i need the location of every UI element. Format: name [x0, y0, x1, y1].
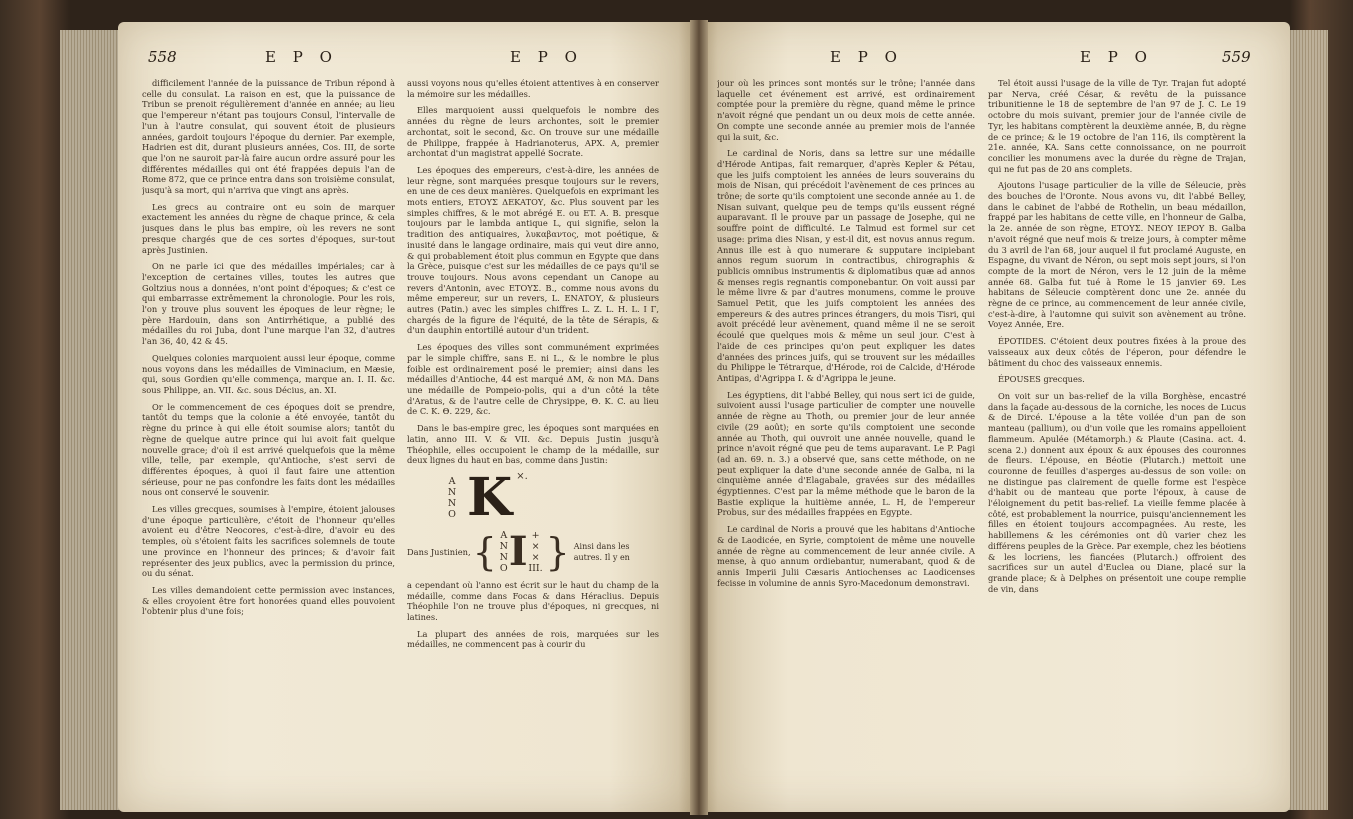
coin-letter: O — [499, 562, 508, 574]
coin-letter: O — [448, 508, 456, 520]
coin-side-text — [574, 541, 630, 563]
paragraph: Ajoutons l'usage particulier de la ville de Séleucie, près des bouches de l'Oronte. Nous avons vu, dit l'abbé Belley, dans le cabinet de l'abbé de Rothelin, un beau médaillon, frappé par les habitans de cette ville, en l'honneur de Galba, la 2e. année de son règne, ETOΥΣ. NEOΥ IEPOΥ B. Galba n'avoit régné que neuf mois & treize jours, à compter même du 3 avril de l'an 68, jour auquel il fut proclamé Auguste, en Espagne, du vivant de Néron, ou sept mois sept jours, si l'on compte de la mort de Néron, vers le 12 juin de la même année 68. Galba fut tué à Rome le 15 janvier 69. Les habitans de Séleucie comptèrent donc une 2e. année du règne de ce prince, au commencement de leur année civile, c'est-à-dire, à l'automne qui suivit son avènement au trône. Voyez Année, Ere. — [988, 180, 1246, 330]
text-column-2 — [407, 78, 659, 798]
paragraph: ÉPOTIDES. C'étoient deux poutres fixées à la proue des vaisseaux aux deux côtés de l'éperon, pour défendre le bâtiment du choc des vaisseaux ennemis. — [988, 336, 1246, 368]
coin-letter: A — [448, 475, 456, 487]
paragraph: Les villes grecques, soumises à l'empire, étoient jalouses d'une époque particulière, c'étoit de l'honneur qu'elles avoient eu d'être Neocores, c'est-à-dire, d'avoir eu des temples, où s'étoient faits les sacrifices solemnels de toute une province en l'honneur des princes; & d'avoir fait représenter des jeux publics, avec la permission du prince, ou du sénat. — [142, 504, 395, 579]
paragraph: Le cardinal de Noris a prouvé que les habitans d'Antioche & de Laodicée, en Syrie, comptoient de même une nouvelle année de règne au commencement de leur année civile. A mense, à quo annum ordiebantur, numerabant, quod & de annis Imperii Julii Cæsaris Antiochenses ac Laodicenses fecisse in volumine de annis Syro-Macedonum demonstravi. — [717, 524, 975, 588]
paragraph: Dans le bas-empire grec, les époques sont marquées en latin, anno III. V. & VII. &c. Depuis Justin jusqu'à Théophile, elles occupoient le champ de la médaille, sur deux lignes du haut en bas, comme dans Justin: — [407, 423, 659, 466]
paragraph: Le cardinal de Noris, dans sa lettre sur une médaille d'Hérode Antipas, fait remarquer, d'après Kepler & Pétau, que les juifs comptoient les années de leurs souverains du mois de Nisan, qui précédoit l'avènement de ces princes au trône; de sorte qu'ils comptoient une seconde année au 1. de Nisan suivant, quelque peu de temps qu'ils eussent régné auparavant. Il le prouve par un passage de Josephe, qui ne souffre point de difficulté. Le Talmud est formel sur cet usage: prima dies Nisan, y est-il dit, est novus annus regum. Annus ille est à quo numerare & supputare incipiebant annos regum suorum in contractibus, chirographis & publicis omnibus instrumentis & diplomatibus quæ ad annos & menses regis regnantis componebantur. On voit aussi par le même livre & par d'autres monumens, comme le prouve Samuel Petit, que les juifs comptoient les années des empereurs & des autres princes étrangers, du mois Tisri, qui avoit précédé leur avènement, quand même il ne se seroit écoulé que quelques mois & même un seul jour. C'est à l'aide de ces principes qu'on peut expliquer les dates d'années des princes juifs, qui se trouvent sur les médailles du Philippe le Tétrarque, d'Hérode, roi de Calcide, d'Hérode Antipas, d'Agrippa I. & d'Agrippa le jeune. — [717, 148, 975, 383]
coin-letter: N — [447, 497, 457, 509]
coin-caption: Dans Justinien, — [407, 546, 471, 557]
side-text-line: autres. Il y en — [573, 552, 630, 562]
coin-letter: N — [447, 486, 457, 498]
coin-marks — [528, 530, 544, 574]
running-head-right-col1: E P O — [830, 48, 903, 66]
text-column-1 — [142, 78, 395, 798]
right-page-edges — [1288, 30, 1328, 810]
page-number-right: 559 — [1222, 48, 1251, 66]
coin-letter: N — [499, 540, 508, 552]
paragraph: Or le commencement de ces époques doit se prendre, tantôt du temps que la colonie a été envoyée, tantôt du règne du prince à qui elle étoit soumise alors; tantôt du règne de quelque autre prince qui lui avoit fait quelque nouvelle grace; d'où il est arrivé quelquefois que la même ville, telle, par exemple, qu'Antioche, s'est servi de différentes époques, à quoi il faut faire une attention sérieuse, pour ne pas confondre les faits dont les médailles nous ont conservé le souvenir. — [142, 401, 395, 498]
paragraph: Les époques des empereurs, c'est-à-dire, les années de leur règne, sont marquées presque toujours sur le revers, en une de ces deux manières. Quelquefois en exprimant les mots entiers, ETOΥΣ ΔEKATOΥ, &c. Plus souvent par les simples chiffres, & le mot abrégé E. ou ET. A. B. presque toujours par le lambda antique L, qui signifie, selon la tradition des antiquaires, λυκαβαντος, mot poétique, & inusité dans le langage ordinaire, mais qui veut dire anno, & qui probablement étoit plus commun en Egypte que dans la Grèce, puisque c'est sur les médailles de ce pays qu'il se trouve toujours. Nous avons cependant un Canope au revers d'Antonin, avec ETOΥΣ. B., comme nous avons du même empereur, sur un revers, L. ENATOΥ, & plusieurs autres (Patin.) avec les simples chiffres L. Z. L. H. L. I Γ, chargés de la figure de l'équité, de la tête de Sérapis, & d'un dauphin entortillé autour d'un trident. — [407, 164, 659, 336]
paragraph: difficilement l'année de la puissance de Tribun répond à celle du consulat. La raison en est, que la puissance de Tribun se prenoit régulièrement d'année en année; au lieu que l'empereur n'étant pas toujours Consul, l'intervalle de l'un à l'autre consulat, qui souvent étoit de plusieurs années, gardoit toujours l'époque du dernier. Par exemple, Hadrien est dit, durant plusieurs années, Cos. III, de sorte que l'on ne sauroit par-là faire aucun ordre assuré pour les différentes médailles qui ont été frappées depuis l'an de Rome 872, que ce prince entra dans son troisième consulat, jusqu'à sa mort, qui n'arriva que vingt ans après. — [142, 78, 395, 196]
text-column-3 — [717, 78, 975, 798]
paragraph: Les époques des villes sont communément exprimées par le simple chiffre, sans E. ni L., & le nombre le plus foible est ordinairement posé le premier; ainsi dans les médailles d'Antioche, 44 est marqué ΔM, & non MΔ. Dans une médaille de Pompeio-polis, qui a d'un côté la tête d'Aratus, & de l'autre celle de Chrysippe, Θ. K. C. au lieu de C. K. Θ. 229, &c. — [407, 342, 659, 417]
paragraph: jour où les princes sont montés sur le trône; l'année dans laquelle cet événement est arrivé, est ordinairement comptée pour la première du règne, quand même le prince n'avoit régné que pendant un ou deux mois de cette année. On compte une seconde année au premier mois de l'année qui la suit, &c. — [717, 78, 975, 142]
text-column-4 — [988, 78, 1246, 798]
running-head-left-col2: E P O — [510, 48, 583, 66]
paragraph: Quelques colonies marquoient aussi leur époque, comme nous voyons dans les médailles de Viminacium, en Mæsie, qui, sous Gordien qu'elle commença, marque an. I. II. &c. sous Philippe, an. VII. &c. sous Décius, an. XI. — [142, 352, 395, 395]
paragraph: On voit sur un bas-relief de la villa Borghèse, encastré dans la façade au-dessous de la corniche, les noces de Lucus & de Dircé. L'épouse a la tête voilée d'un pan de son manteau (pallium), ou d'un voile que les romains appelloient flammeum. Apulée (Métamorph.) & Plaute (Casina. act. 4. scena 2.) donnent aux époux & aux épouses des couronnes de fleurs. L'épouse, en Béotie (Plutarch.) mettoit une couronne de feuilles d'asperges au-dessus de son voile: on ne distingue pas clairement de quelle forme est l'espèce d'habit ou de manteau que porte l'époux, à cause de l'éloignement du petit bas-relief. La vieille femme placée à côté, est probablement la nourrice, puisqu'anciennement les filles en étoient toujours accompagnées. Au reste, les habillemens & les cérémonies ont dû varier chez les différens peuples de la Grèce. Par exemple, chez les béotiens & les locriens, les fiancées (Plutarch.) offroient des sacrifices sur un autel d'Euclea ou Diane, placé sur la grande place; & à Delphes on présentoit une coupe remplie de vin, dans — [988, 390, 1246, 594]
paragraph: a cependant où l'anno est écrit sur le haut du champ de la médaille, comme dans Focas & dans Héraclius. Depuis Théophile l'on ne trouve plus d'époques, ni grecques, ni latines. — [407, 579, 659, 623]
left-page-edges — [60, 30, 120, 810]
coin-mark: × — [531, 540, 540, 552]
paragraph: Les égyptiens, dit l'abbé Belley, qui nous sert ici de guide, suivoient aussi l'usage particulier de compter une nouvelle année de règne au Thoth, ou premier jour de leur année civile (29 août); en sorte qu'ils comptoient une seconde année au Thoth, qui ouvroit une année nouvelle, quand le prince n'avoit régné que peu de tems auparavant. Le P. Pagi (ad an. 69. n. 3.) a observé que, sans cette méthode, on ne peut expliquer la date d'une seconde année de Galba, ni la cinquième année d'Elagabale, gravées sur des médailles égyptiennes. C'est par la même méthode que le baron de la Bastie explique la huitième année, L. H, de l'empereur Probus, sur des médailles frappées en Egypte. — [717, 389, 975, 518]
coin-mark: III. — [528, 562, 543, 574]
running-head-left-col1: E P O — [265, 48, 338, 66]
paragraph: On ne parle ici que des médailles impériales; car à l'exception de certaines villes, toutes les autres que Goltzius nous a données, n'ont point d'époques; & c'est ce qui embarrasse extrêmement la chronologie. Pour les rois, l'on y trouve plus souvent les époques de leur règne; le père Hardouin, dans son Antirrhétique, a publié des médailles du roi Juba, dont l'une marque l'an 32, d'autres l'an 36, 40, 42 & 45. — [142, 261, 395, 347]
coin-letter: N — [499, 551, 508, 563]
page-number-left: 558 — [148, 48, 177, 66]
paragraph: Elles marquoient aussi quelquefois le nombre des années du règne de leurs archontes, soit le premier archontat, soit le second, &c. On trouve sur une médaille de Philippe, frappée à Hadrianoterus, APX. A, premier archontat d'un magistrat appellé Socrate. — [407, 105, 659, 159]
coin-legend-justinian — [407, 527, 659, 575]
coin-letters-anno — [447, 476, 457, 520]
coin-numeral: I — [508, 527, 528, 575]
side-text-line: Ainsi dans les — [573, 541, 630, 551]
right-brace: } — [545, 529, 570, 574]
coin-numeral: K — [467, 466, 513, 528]
coin-letter: A — [500, 529, 508, 541]
paragraph: Tel étoit aussi l'usage de la ville de Tyr. Trajan fut adopté par Nerva, créé César, & revêtu de la puissance tribunitienne le 18 de septembre de l'an 97 de J. C. Le 19 octobre du mois suivant, premier jour de l'année civile de Tyr, les habitans comptèrent la deuxième année, B, du règne de ce prince; & le 19 octobre de l'an 116, ils comptèrent la 21e. année, KA. Sans cette connoissance, on ne pourroit concilier les monumens avec la durée du règne de Trajan, qui ne fut pas de 20 ans complets. — [988, 78, 1246, 174]
coin-mark: ×. — [516, 470, 528, 482]
paragraph: Les villes demandoient cette permission avec instances, & elles croyoient être fort honorées quand elles pouvoient l'obtenir plus d'une fois; — [142, 584, 395, 617]
coin-mark: + — [531, 529, 540, 541]
coin-letters-anno — [499, 530, 509, 574]
section-heading: ÉPOUSES grecques. — [998, 374, 1085, 385]
coin-mark: × — [531, 551, 540, 563]
paragraph: Les grecs au contraire ont eu soin de marquer exactement les années du règne de chaque prince, & cela jusques dans le plus bas empire, où les revers ne sont presque chargés que de ces sortes d'époques, sur-tout après Justinien. — [142, 201, 395, 255]
paragraph: La plupart des années de rois, marquées sur les médailles, ne commencent pas à courir du — [407, 628, 659, 650]
paragraph: aussi voyons nous qu'elles étoient attentives à en conserver la mémoire sur les médailles. — [407, 78, 659, 99]
running-head-right-col2: E P O — [1080, 48, 1153, 66]
left-brace: { — [472, 529, 497, 574]
book-gutter — [690, 20, 708, 815]
coin-legend-justin — [447, 466, 659, 528]
